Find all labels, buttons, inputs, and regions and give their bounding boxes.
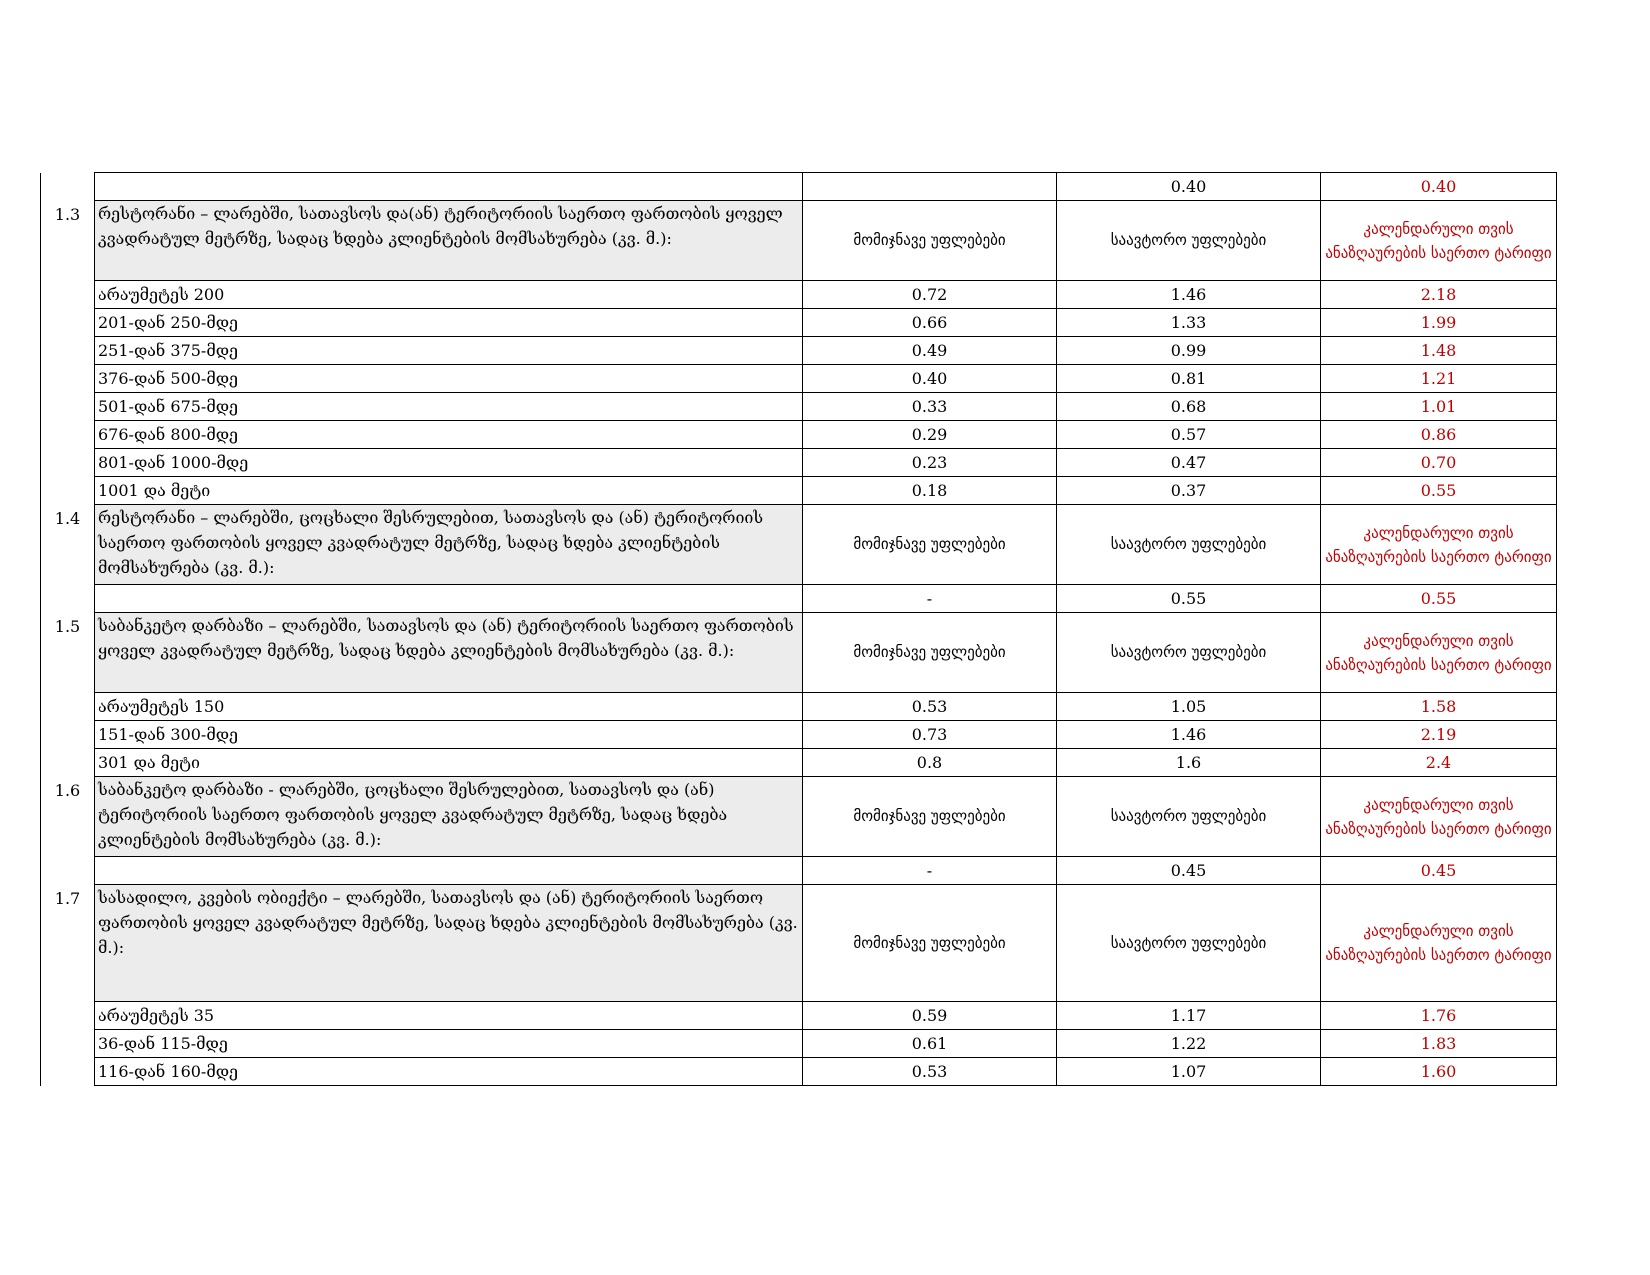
section-title: სასადილო, კვების ობიექტი – ლარებში, სათავსოს და (ან) ტერიტორიის საერთო ფართობის ყოველ კვადრატულ მეტრზე, სადაც ხდება კლიენტების მომსახურება (კვ. მ.): [95, 885, 803, 1002]
section-header-row [41, 505, 1557, 585]
total-tariff-header: კალენდარული თვის ანაზღაურების საერთო ტარიფი [1321, 885, 1557, 1002]
table-row [41, 393, 1557, 421]
table-row [41, 1002, 1557, 1030]
copyright-value: 1.33 [1057, 309, 1321, 337]
related-rights-value: 0.53 [803, 1058, 1057, 1086]
range-cell: 501-დან 675-მდე [95, 393, 803, 421]
total-tariff-value: 2.4 [1321, 749, 1557, 777]
section-header-row [41, 885, 1557, 1002]
copyright-header: საავტორო უფლებები [1057, 201, 1321, 281]
tariff-table-body [41, 173, 1557, 1086]
table-row [41, 1030, 1557, 1058]
table-row [41, 693, 1557, 721]
copyright-value: 0.81 [1057, 365, 1321, 393]
related-rights-value: 0.49 [803, 337, 1057, 365]
total-tariff-value: 0.86 [1321, 421, 1557, 449]
table-row [41, 857, 1557, 885]
total-tariff-value: 1.58 [1321, 693, 1557, 721]
total-tariff-value: 2.18 [1321, 281, 1557, 309]
related-rights-value: - [803, 585, 1057, 613]
section-number: 1.6 [54, 780, 81, 800]
related-rights-value: 0.8 [803, 749, 1057, 777]
total-tariff-value: 1.60 [1321, 1058, 1557, 1086]
copyright-value: 0.47 [1057, 449, 1321, 477]
related-rights-value: 0.59 [803, 1002, 1057, 1030]
table-row [41, 749, 1557, 777]
table-row [41, 337, 1557, 365]
section-number: 1.3 [54, 204, 81, 224]
range-cell: არაუმეტეს 150 [95, 693, 803, 721]
total-tariff-value: 0.70 [1321, 449, 1557, 477]
table-row [41, 365, 1557, 393]
section-number: 1.7 [54, 888, 81, 908]
copyright-header: საავტორო უფლებები [1057, 505, 1321, 585]
copyright-value: 0.37 [1057, 477, 1321, 505]
related-rights-value: 0.40 [803, 365, 1057, 393]
copyright-value: 0.40 [1057, 173, 1321, 201]
range-cell: 251-დან 375-მდე [95, 337, 803, 365]
copyright-value: 1.07 [1057, 1058, 1321, 1086]
tariff-table [40, 172, 1557, 1086]
section-title: რესტორანი – ლარებში, სათავსოს და(ან) ტერიტორიის საერთო ფართობის ყოველ კვადრატულ მეტრზე, სადაც ხდება კლიენტების მომსახურება (კვ. მ.): [95, 201, 803, 281]
total-tariff-value: 1.48 [1321, 337, 1557, 365]
related-rights-value: - [803, 857, 1057, 885]
total-tariff-value: 1.76 [1321, 1002, 1557, 1030]
range-cell: 36-დან 115-მდე [95, 1030, 803, 1058]
range-cell: 151-დან 300-მდე [95, 721, 803, 749]
section-number-cell [41, 613, 95, 777]
copyright-value: 1.46 [1057, 281, 1321, 309]
table-row [41, 449, 1557, 477]
total-tariff-value: 0.40 [1321, 173, 1557, 201]
copyright-header: საავტორო უფლებები [1057, 777, 1321, 857]
section-number: 1.4 [54, 508, 81, 528]
table-row [41, 281, 1557, 309]
related-rights-header: მომიჯნავე უფლებები [803, 201, 1057, 281]
total-tariff-value: 0.55 [1321, 477, 1557, 505]
copyright-value: 0.99 [1057, 337, 1321, 365]
related-rights-value: 0.72 [803, 281, 1057, 309]
copyright-value: 1.05 [1057, 693, 1321, 721]
related-rights-value: 0.23 [803, 449, 1057, 477]
related-rights-header: მომიჯნავე უფლებები [803, 885, 1057, 1002]
related-rights-header: მომიჯნავე უფლებები [803, 613, 1057, 693]
copyright-value: 0.45 [1057, 857, 1321, 885]
table-row [41, 1058, 1557, 1086]
copyright-value: 0.57 [1057, 421, 1321, 449]
range-cell: 376-დან 500-მდე [95, 365, 803, 393]
copyright-value: 0.55 [1057, 585, 1321, 613]
section-title: საბანკეტო დარბაზი - ლარებში, ცოცხალი შესრულებით, სათავსოს და (ან) ტერიტორიის საერთო ფართობის ყოველ კვადრატულ მეტრზე, სადაც ხდება კლიენტების მომსახურება (კვ. მ.): [95, 777, 803, 857]
related-rights-value: 0.73 [803, 721, 1057, 749]
table-row [41, 173, 1557, 201]
copyright-value: 1.17 [1057, 1002, 1321, 1030]
total-tariff-header: კალენდარული თვის ანაზღაურების საერთო ტარიფი [1321, 613, 1557, 693]
copyright-value: 0.68 [1057, 393, 1321, 421]
total-tariff-header: კალენდარული თვის ანაზღაურების საერთო ტარიფი [1321, 201, 1557, 281]
table-row [41, 585, 1557, 613]
range-cell: არაუმეტეს 35 [95, 1002, 803, 1030]
copyright-value: 1.46 [1057, 721, 1321, 749]
section-number-cell [41, 885, 95, 1086]
range-cell: 201-დან 250-მდე [95, 309, 803, 337]
range-cell: 301 და მეტი [95, 749, 803, 777]
related-rights-header: მომიჯნავე უფლებები [803, 505, 1057, 585]
related-rights-value: 0.33 [803, 393, 1057, 421]
related-rights-value: 0.18 [803, 477, 1057, 505]
related-rights-value: 0.29 [803, 421, 1057, 449]
section-header-row [41, 777, 1557, 857]
copyright-header: საავტორო უფლებები [1057, 613, 1321, 693]
range-cell: 676-დან 800-მდე [95, 421, 803, 449]
range-cell [95, 173, 803, 201]
table-row [41, 309, 1557, 337]
range-cell: 116-დან 160-მდე [95, 1058, 803, 1086]
related-rights-value: 0.61 [803, 1030, 1057, 1058]
total-tariff-header: კალენდარული თვის ანაზღაურების საერთო ტარიფი [1321, 777, 1557, 857]
range-cell: არაუმეტეს 200 [95, 281, 803, 309]
range-cell: 1001 და მეტი [95, 477, 803, 505]
range-cell [95, 857, 803, 885]
total-tariff-value: 1.01 [1321, 393, 1557, 421]
section-number-cell [41, 505, 95, 613]
total-tariff-value: 1.99 [1321, 309, 1557, 337]
section-number: 1.5 [54, 616, 81, 636]
copyright-value: 1.6 [1057, 749, 1321, 777]
table-row [41, 721, 1557, 749]
section-number-cell [41, 201, 95, 505]
total-tariff-value: 0.45 [1321, 857, 1557, 885]
section-header-row [41, 201, 1557, 281]
section-title: რესტორანი – ლარებში, ცოცხალი შესრულებით, სათავსოს და (ან) ტერიტორიის საერთო ფართობის ყოველ კვადრატულ მეტრზე, სადაც ხდება კლიენტების მომსახურება (კვ. მ.): [95, 505, 803, 585]
section-title: საბანკეტო დარბაზი – ლარებში, სათავსოს და (ან) ტერიტორიის საერთო ფართობის ყოველ კვადრატულ მეტრზე, სადაც ხდება კლიენტების მომსახურება (კვ. მ.): [95, 613, 803, 693]
copyright-header: საავტორო უფლებები [1057, 885, 1321, 1002]
section-number-cell [41, 777, 95, 885]
related-rights-value: 0.66 [803, 309, 1057, 337]
total-tariff-value: 0.55 [1321, 585, 1557, 613]
section-header-row [41, 613, 1557, 693]
related-rights-header: მომიჯნავე უფლებები [803, 777, 1057, 857]
range-cell [95, 585, 803, 613]
related-rights-value [803, 173, 1057, 201]
range-cell: 801-დან 1000-მდე [95, 449, 803, 477]
table-row [41, 477, 1557, 505]
related-rights-value: 0.53 [803, 693, 1057, 721]
total-tariff-value: 2.19 [1321, 721, 1557, 749]
copyright-value: 1.22 [1057, 1030, 1321, 1058]
total-tariff-value: 1.83 [1321, 1030, 1557, 1058]
total-tariff-header: კალენდარული თვის ანაზღაურების საერთო ტარიფი [1321, 505, 1557, 585]
section-number-cell [41, 173, 95, 201]
total-tariff-value: 1.21 [1321, 365, 1557, 393]
table-row [41, 421, 1557, 449]
